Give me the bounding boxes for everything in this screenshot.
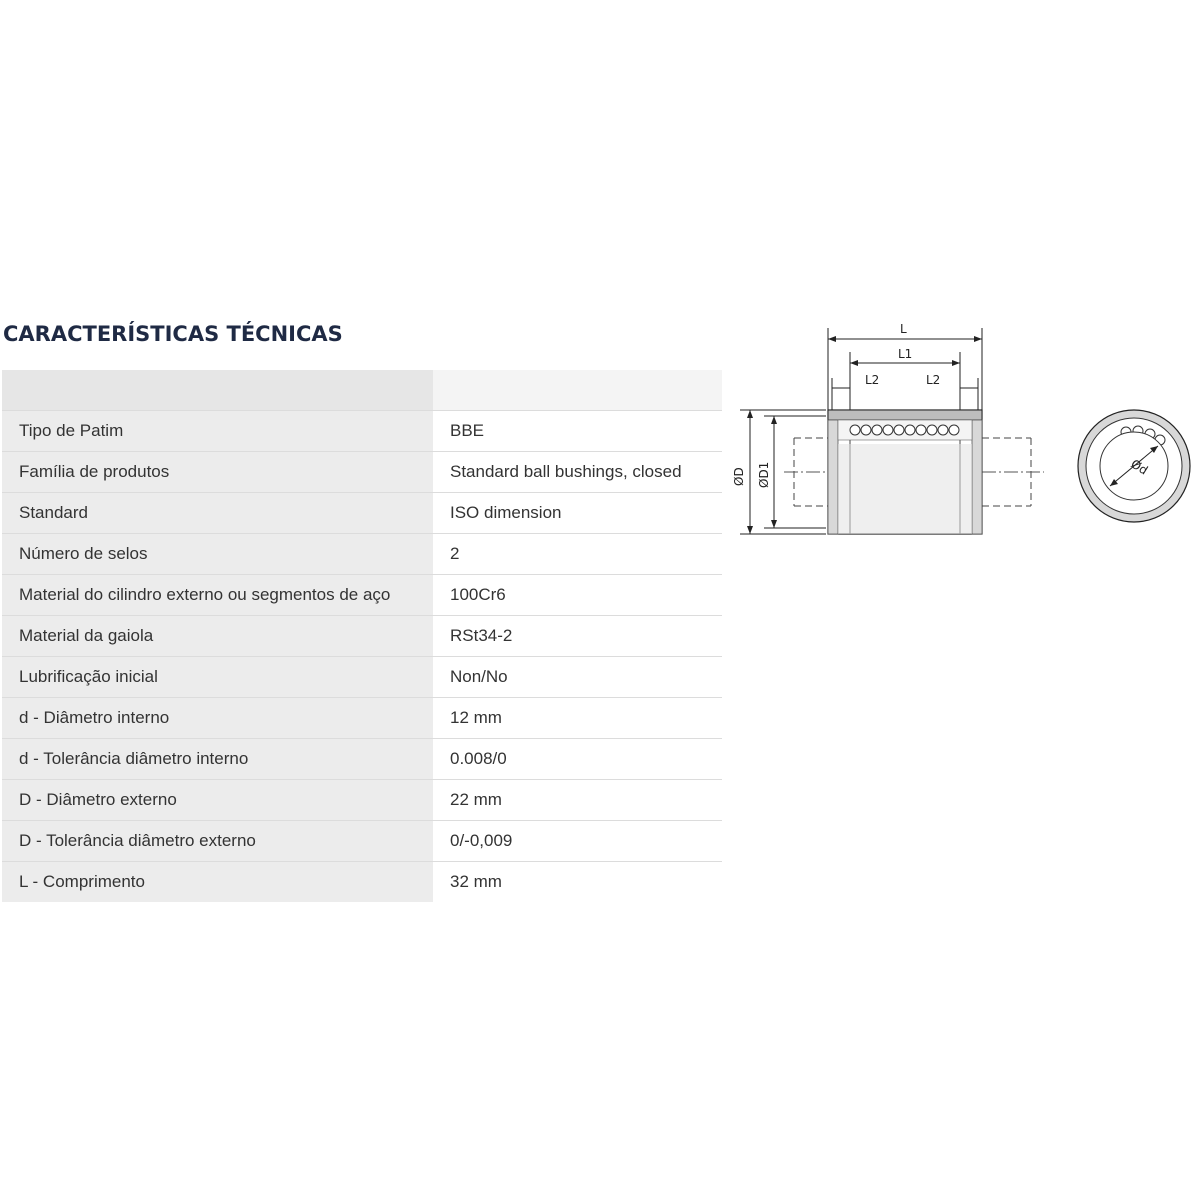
spec-value: 0/-0,009 <box>433 821 722 862</box>
spec-label: d - Tolerância diâmetro interno <box>2 739 433 780</box>
header-cell-label <box>2 370 433 411</box>
spec-value: RSt34-2 <box>433 616 722 657</box>
table-row <box>2 534 722 575</box>
table-row <box>2 698 722 739</box>
spec-label: Família de produtos <box>2 452 433 493</box>
spec-label: L - Comprimento <box>2 862 433 903</box>
spec-value: 2 <box>433 534 722 575</box>
spec-label: Número de selos <box>2 534 433 575</box>
spec-value: ISO dimension <box>433 493 722 534</box>
table-row <box>2 616 722 657</box>
spec-label: D - Diâmetro externo <box>2 780 433 821</box>
table-row <box>2 780 722 821</box>
table-row <box>2 739 722 780</box>
table-row <box>2 657 722 698</box>
section-title: CARACTERÍSTICAS TÉCNICAS <box>3 322 343 346</box>
spec-value: Standard ball bushings, closed <box>433 452 722 493</box>
dim-label-D1: ØD1 <box>757 461 771 488</box>
table-row <box>2 493 722 534</box>
spec-label: Material da gaiola <box>2 616 433 657</box>
spec-value: 12 mm <box>433 698 722 739</box>
spec-label: Tipo de Patim <box>2 411 433 452</box>
table-row <box>2 862 722 903</box>
spec-label: d - Diâmetro interno <box>2 698 433 739</box>
dim-label-D: ØD <box>732 467 746 486</box>
table-row <box>2 411 722 452</box>
table-header-row <box>2 370 722 411</box>
dim-label-L2-left: L2 <box>865 373 880 387</box>
spec-label: Material do cilindro externo ou segmentos de aço <box>2 575 433 616</box>
header-cell-value <box>433 370 722 411</box>
spec-value: BBE <box>433 411 722 452</box>
spec-value: 100Cr6 <box>433 575 722 616</box>
spec-label: Standard <box>2 493 433 534</box>
dim-label-L1: L1 <box>898 347 913 361</box>
table-row <box>2 452 722 493</box>
spec-value: Non/No <box>433 657 722 698</box>
dim-label-L2-right: L2 <box>926 373 941 387</box>
dim-label-d: Ød <box>1128 456 1151 478</box>
spec-value: 22 mm <box>433 780 722 821</box>
spec-label: D - Tolerância diâmetro externo <box>2 821 433 862</box>
specs-table <box>2 370 722 902</box>
spec-value: 32 mm <box>433 862 722 903</box>
spec-label: Lubrificação inicial <box>2 657 433 698</box>
table-row <box>2 575 722 616</box>
technical-drawing <box>726 316 1196 541</box>
dim-label-L: L <box>900 322 907 336</box>
spec-value: 0.008/0 <box>433 739 722 780</box>
table-row <box>2 821 722 862</box>
